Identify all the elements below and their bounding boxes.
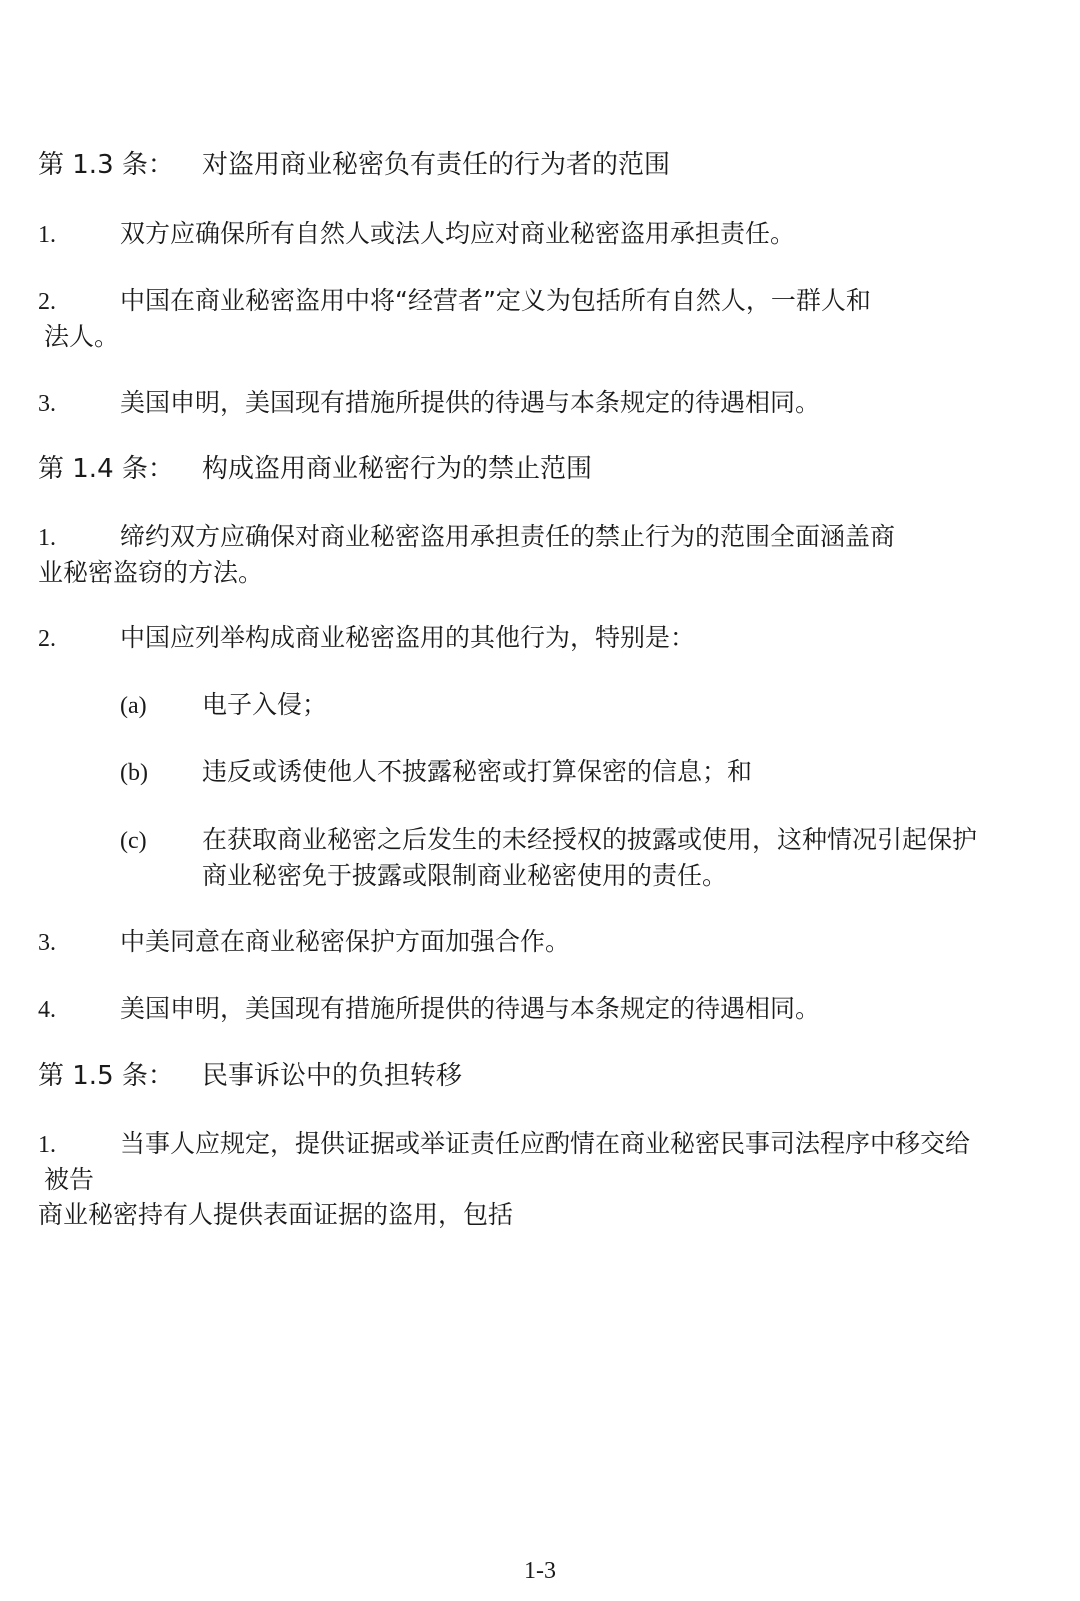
- paragraph-text: 商业秘密持有人提供表面证据的盗用，包括: [38, 1200, 514, 1229]
- paragraph-text: 中国在商业秘密盗用中将“经营者”定义为包括所有自然人，一群人和: [120, 286, 871, 315]
- paragraph-text: 被告: [44, 1165, 95, 1194]
- paragraph-text: 当事人应规定，提供证据或举证责任应酌情在商业秘密民事司法程序中移交给: [120, 1129, 971, 1158]
- article-label: 第 1.5 条：: [38, 1061, 174, 1091]
- paragraph-text: 双方应确保所有自然人或法人均应对商业秘密盗用承担责任。: [120, 219, 796, 248]
- paragraph-text: 中国应列举构成商业秘密盗用的其他行为，特别是：: [120, 623, 696, 652]
- paragraph-number: 1.: [38, 1132, 56, 1158]
- article-label: 第 1.3 条：: [38, 150, 174, 180]
- subitem-label: (a): [120, 693, 147, 719]
- article-label: 第 1.4 条：: [38, 454, 174, 484]
- subitem-label: (b): [120, 760, 148, 786]
- article-title: 构成盗用商业秘密行为的禁止范围: [202, 454, 593, 484]
- article-title: 对盗用商业秘密负有责任的行为者的范围: [202, 150, 671, 180]
- paragraph-text: 法人。: [44, 322, 120, 351]
- paragraph-text: 美国申明，美国现有措施所提供的待遇与本条规定的待遇相同。: [120, 388, 821, 417]
- paragraph-number: 3.: [38, 930, 56, 956]
- paragraph-text: 业秘密盗窃的方法。: [38, 558, 264, 587]
- paragraph-number: 1.: [38, 222, 56, 248]
- paragraph-text: 美国申明，美国现有措施所提供的待遇与本条规定的待遇相同。: [120, 994, 821, 1023]
- page-number: 1-3: [524, 1558, 556, 1584]
- paragraph-number: 4.: [38, 997, 56, 1023]
- subitem-label: (c): [120, 828, 147, 854]
- subitem-text: 电子入侵；: [202, 690, 328, 719]
- paragraph-number: 2.: [38, 289, 56, 315]
- subitem-text: 商业秘密免于披露或限制商业秘密使用的责任。: [202, 861, 728, 890]
- paragraph-text: 中美同意在商业秘密保护方面加强合作。: [120, 927, 571, 956]
- subitem-text: 违反或诱使他人不披露秘密或打算保密的信息；和: [202, 757, 753, 786]
- paragraph-text: 缔约双方应确保对商业秘密盗用承担责任的禁止行为的范围全面涵盖商: [120, 522, 896, 551]
- paragraph-number: 1.: [38, 525, 56, 551]
- paragraph-number: 2.: [38, 626, 56, 652]
- article-title: 民事诉讼中的负担转移: [202, 1061, 463, 1091]
- paragraph-number: 3.: [38, 391, 56, 417]
- subitem-text: 在获取商业秘密之后发生的未经授权的披露或使用，这种情况引起保护: [202, 825, 978, 854]
